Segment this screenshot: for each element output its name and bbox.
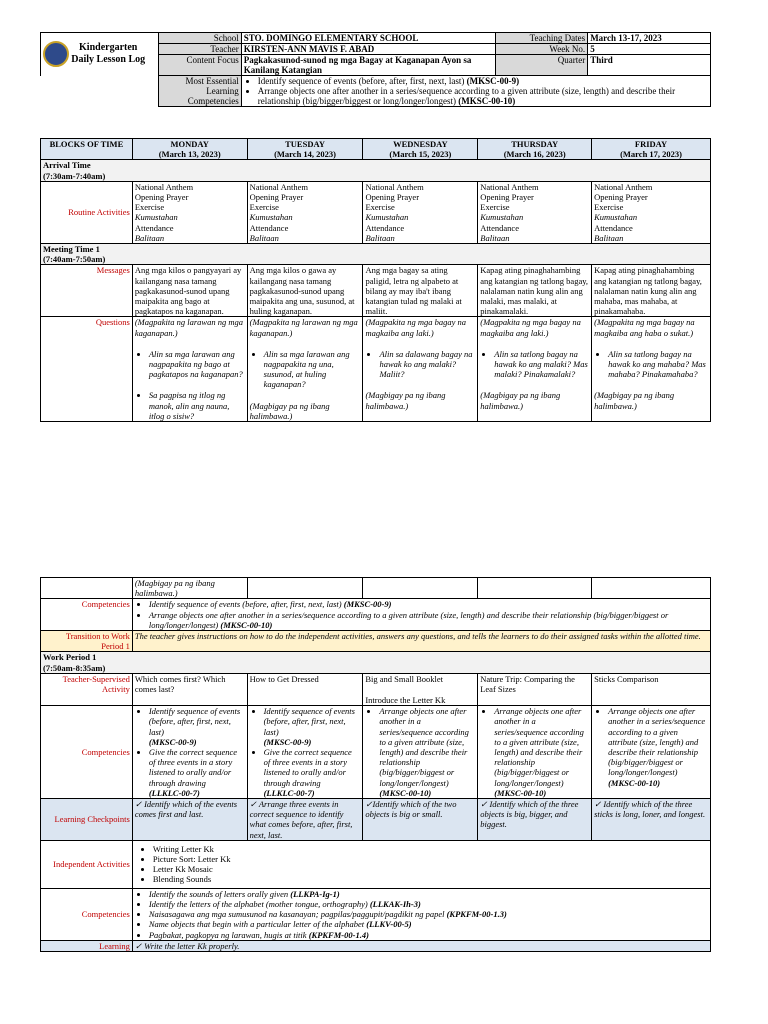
checkpoint-wednesday: ✓Identify which of the two objects is big or small. xyxy=(363,799,478,841)
continuation-monday: (Magbigay pa ng ibang halimbawa.) xyxy=(132,578,247,599)
lesson-table-part-1 xyxy=(40,138,711,422)
check-icon: ✓ xyxy=(480,799,488,810)
arrival-time-section: Arrival Time (7:30am-7:40am) xyxy=(41,160,711,181)
transition-text: The teacher gives instructions on how to do the independent activities, answers any questions, and tells the learners to do their assigned tasks within the allotted time. xyxy=(132,631,710,652)
messages-label: Messages xyxy=(41,265,133,317)
tsa-label: Teacher-Supervised Activity xyxy=(41,673,133,705)
teacher-label: Teacher xyxy=(158,44,241,55)
message-wednesday: Ang mga bagay sa ating paligid, letra ng alpabeto at bilang ay may iba't ibang katangian tulad ng malaki at maliit. xyxy=(363,265,478,317)
checkpoint-thursday: ✓ Identify which of the three objects is big, bigger, and biggest. xyxy=(478,799,592,841)
dates-value: March 13-17, 2023 xyxy=(588,33,711,44)
message-thursday: Kapag ating pinaghahambing ang katangian ng tatlong bagay, nalalaman natin kung alin ang malaki, mas malaki, at pinakamalaki. xyxy=(478,265,592,317)
check-icon: ✓ xyxy=(134,940,142,951)
check-icon: ✓ xyxy=(249,799,257,810)
questions-monday: (Magpakita ng larawan ng mga kaganapan.) • Alin sa mga larawan ang nagpapakita ng bago at pagkatapos na kaganapan? • Sa pagpisa ng itlog ng manok, alin ang nauna, itlog o sisiw? xyxy=(132,317,247,422)
tsa-monday: Which comes first? Which comes last? xyxy=(132,673,247,705)
school-value: STO. DOMINGO ELEMENTARY SCHOOL xyxy=(241,33,496,44)
quarter-value: Third xyxy=(588,55,711,76)
mel-label: Most Essential Learning Competencies xyxy=(158,76,241,107)
independent-activities: • Writing Letter Kk • Picture Sort: Letter Kk • Letter Kk Mosaic • Blending Sounds xyxy=(132,840,710,888)
message-friday: Kapag ating pinaghahambing ang katangian ng tatlong bagay, nalalaman natin kung alin ang mahaba, mas mahaba, at pinakamahaba. xyxy=(592,265,711,317)
work-comp-friday: • Arrange objects one after another in a series/sequence according to a given attribute (size, length) and describe their relationship (big/bigger/biggest or long/longer/longest) (MKSC-00-10) xyxy=(592,706,711,799)
independent-activities-label: Independent Activities xyxy=(41,840,133,888)
work-comp-tuesday: • Identify sequence of events (before, after, first, next, last) (MKSC-00-9) • Give the correct sequence of three events in a story listened to orally and/or through drawing (LLKLC-00-7) xyxy=(247,706,363,799)
questions-tuesday: (Magpakita ng larawan ng mga kaganapan.) • Alin sa mga larawan ang nagpapakita ng una, susunod, at huling kaganapan? (Magbigay pa ng ibang halimbawa.) xyxy=(247,317,363,422)
quarter-label: Quarter xyxy=(496,55,588,76)
checkpoint-friday: ✓ Identify which of the three sticks is long, loner, and longest. xyxy=(592,799,711,841)
lesson-table-part-2 xyxy=(40,577,711,952)
work-comp-wednesday: • Arrange objects one after another in a series/sequence according to a given attribute (size, length) and describe their relationship (big/bigger/biggest or long/longer/longest) (MKSC-00-10) xyxy=(363,706,478,799)
routine-monday: National Anthem Opening Prayer Exercise Kumustahan Attendance Balitaan xyxy=(132,181,247,243)
message-tuesday: Ang mga kilos o gawa ay kailangang nasa tamang pagkakasunod-sunod upang maipakita ang una, susunod, at huling kaganapan. xyxy=(247,265,363,317)
continuation-wednesday xyxy=(363,578,478,599)
independent-competencies-label: Competencies xyxy=(41,888,133,940)
deped-seal-icon xyxy=(43,41,69,67)
work-period-1-section: Work Period 1 (7:50am-8:35am) xyxy=(41,652,711,673)
check-icon: ✓ xyxy=(594,799,602,810)
learning-label: Learning xyxy=(41,940,133,951)
routine-activities-label: Routine Activities xyxy=(41,181,133,243)
blocks-of-time-header: BLOCKS OF TIME xyxy=(41,139,133,160)
questions-label: Questions xyxy=(41,317,133,422)
meeting-competencies-label: Competencies xyxy=(41,599,133,631)
day-header-friday: FRIDAY (March 17, 2023) xyxy=(592,139,711,160)
meeting-time-1-section: Meeting Time 1 (7:40am-7:50am) xyxy=(41,244,711,265)
checkpoint-monday: ✓ Identify which of the events comes first and last. xyxy=(132,799,247,841)
transition-label: Transition to Work Period 1 xyxy=(41,631,133,652)
learning-checkpoints-label: Learning Checkpoints xyxy=(41,799,133,841)
focus-value: Pagkakasunod-sunod ng mga Bagay at Kaganapan Ayon sa Kanilang Katangian xyxy=(241,55,496,76)
routine-tuesday: National Anthem Opening Prayer Exercise Kumustahan Attendance Balitaan xyxy=(247,181,363,243)
day-header-wednesday: WEDNESDAY (March 15, 2023) xyxy=(363,139,478,160)
day-header-monday: MONDAY (March 13, 2023) xyxy=(132,139,247,160)
check-icon: ✓ xyxy=(365,799,373,810)
meeting-competencies: • Identify sequence of events (before, after, first, next, last) (MKSC-00-9) • Arrange objects one after another in a series/sequence according to a given attribute (size, length) and describe their relationship (big/bigger/biggest or long/longer/longest) (MKSC-00-10) xyxy=(132,599,710,631)
title-line-2: Daily Lesson Log xyxy=(71,54,146,66)
continuation-friday xyxy=(592,578,711,599)
learning-text: ✓ Write the letter Kk properly. xyxy=(132,940,710,951)
school-label: School xyxy=(158,33,241,44)
questions-thursday: (Magpakita ng mga bagay na magkaiba ang laki.) • Alin sa tatlong bagay na hawak ko ang malaki? Mas malaki? Pinakamalaki? (Magbigay pa ng ibang halimbawa.) xyxy=(478,317,592,422)
work-competencies-label: Competencies xyxy=(41,706,133,799)
routine-friday: National Anthem Opening Prayer Exercise Kumustahan Attendance Balitaan xyxy=(592,181,711,243)
mel-value xyxy=(241,76,710,107)
header-spacer xyxy=(41,76,159,107)
focus-label: Content Focus xyxy=(158,55,241,76)
header-table xyxy=(40,32,711,107)
day-header-thursday: THURSDAY (March 16, 2023) xyxy=(478,139,592,160)
week-label: Week No. xyxy=(496,44,588,55)
independent-competencies: • Identify the sounds of letters orally given (LLKPA-Ig-1) • Identify the letters of the alphabet (mother tongue, orthography) (LLKAK-Ih-3) • Naisasagawa ang mga sumusunod na kasanayan; pagpilas/paggupit/pagdikit ng papel (KPKFM-00-1.3) • Name objects that begin with a particular letter of the alphabet (LLKV-00-5) • Pagbakat, pagkopya ng larawan, hugis at titik (KPKFM-00-1.4) xyxy=(132,888,710,940)
header-title-cell xyxy=(41,33,159,76)
teacher-value: KIRSTEN-ANN MAVIS F. ABAD xyxy=(241,44,496,55)
tsa-wednesday: Big and Small Booklet Introduce the Letter Kk xyxy=(363,673,478,705)
questions-wednesday: (Magpakita ng mga bagay na magkaiba ang laki.) • Alin sa dalawang bagay na hawak ko ang malaki? Maliit? (Magbigay pa ng ibang halimbawa.) xyxy=(363,317,478,422)
continuation-tuesday xyxy=(247,578,363,599)
mel-item-2: • Arrange objects one after another in a series/sequence according to a given attribute (size, length) and describe their relationship (big/bigger/biggest or long/longer/longest) (MKSC-00-10) xyxy=(258,86,708,106)
continuation-label-cell xyxy=(41,578,133,599)
work-comp-thursday: • Arrange objects one after another in a series/sequence according to a given attribute (size, length) and describe their relationship (big/bigger/biggest or long/longer/longest) (MKSC-00-10) xyxy=(478,706,592,799)
day-header-tuesday: TUESDAY (March 14, 2023) xyxy=(247,139,363,160)
mel-item-1: • Identify sequence of events (before, after, first, next, last) (MKSC-00-9) xyxy=(258,76,708,86)
routine-wednesday: National Anthem Opening Prayer Exercise Kumustahan Attendance Balitaan xyxy=(363,181,478,243)
dates-label: Teaching Dates xyxy=(496,33,588,44)
check-icon: ✓ xyxy=(134,799,142,810)
title-line-1: Kindergarten xyxy=(79,42,138,54)
checkpoint-tuesday: ✓ Arrange three events in correct sequence to identify what comes before, after, first, next, last. xyxy=(247,799,363,841)
message-monday: Ang mga kilos o pangyayari ay kailangang nasa tamang pagkakasunod-sunod upang maipakita ang bago at pagkatapos na kaganapan. xyxy=(132,265,247,317)
work-comp-monday: • Identify sequence of events (before, after, first, next, last) (MKSC-00-9) • Give the correct sequence of three events in a story listened to orally and/or through drawing (LLKLC-00-7) xyxy=(132,706,247,799)
questions-friday: (Magpakita ng mga bagay na magkaiba ang haba o sukat.) • Alin sa tatlong bagay na hawak ko ang mahaba? Mas mahaba? Pinakamahaba? (Magbigay pa ng ibang halimbawa.) xyxy=(592,317,711,422)
continuation-thursday xyxy=(478,578,592,599)
week-value: 5 xyxy=(588,44,711,55)
tsa-friday: Sticks Comparison xyxy=(592,673,711,705)
routine-thursday: National Anthem Opening Prayer Exercise Kumustahan Attendance Balitaan xyxy=(478,181,592,243)
tsa-thursday: Nature Trip: Comparing the Leaf Sizes xyxy=(478,673,592,705)
tsa-tuesday: How to Get Dressed xyxy=(247,673,363,705)
